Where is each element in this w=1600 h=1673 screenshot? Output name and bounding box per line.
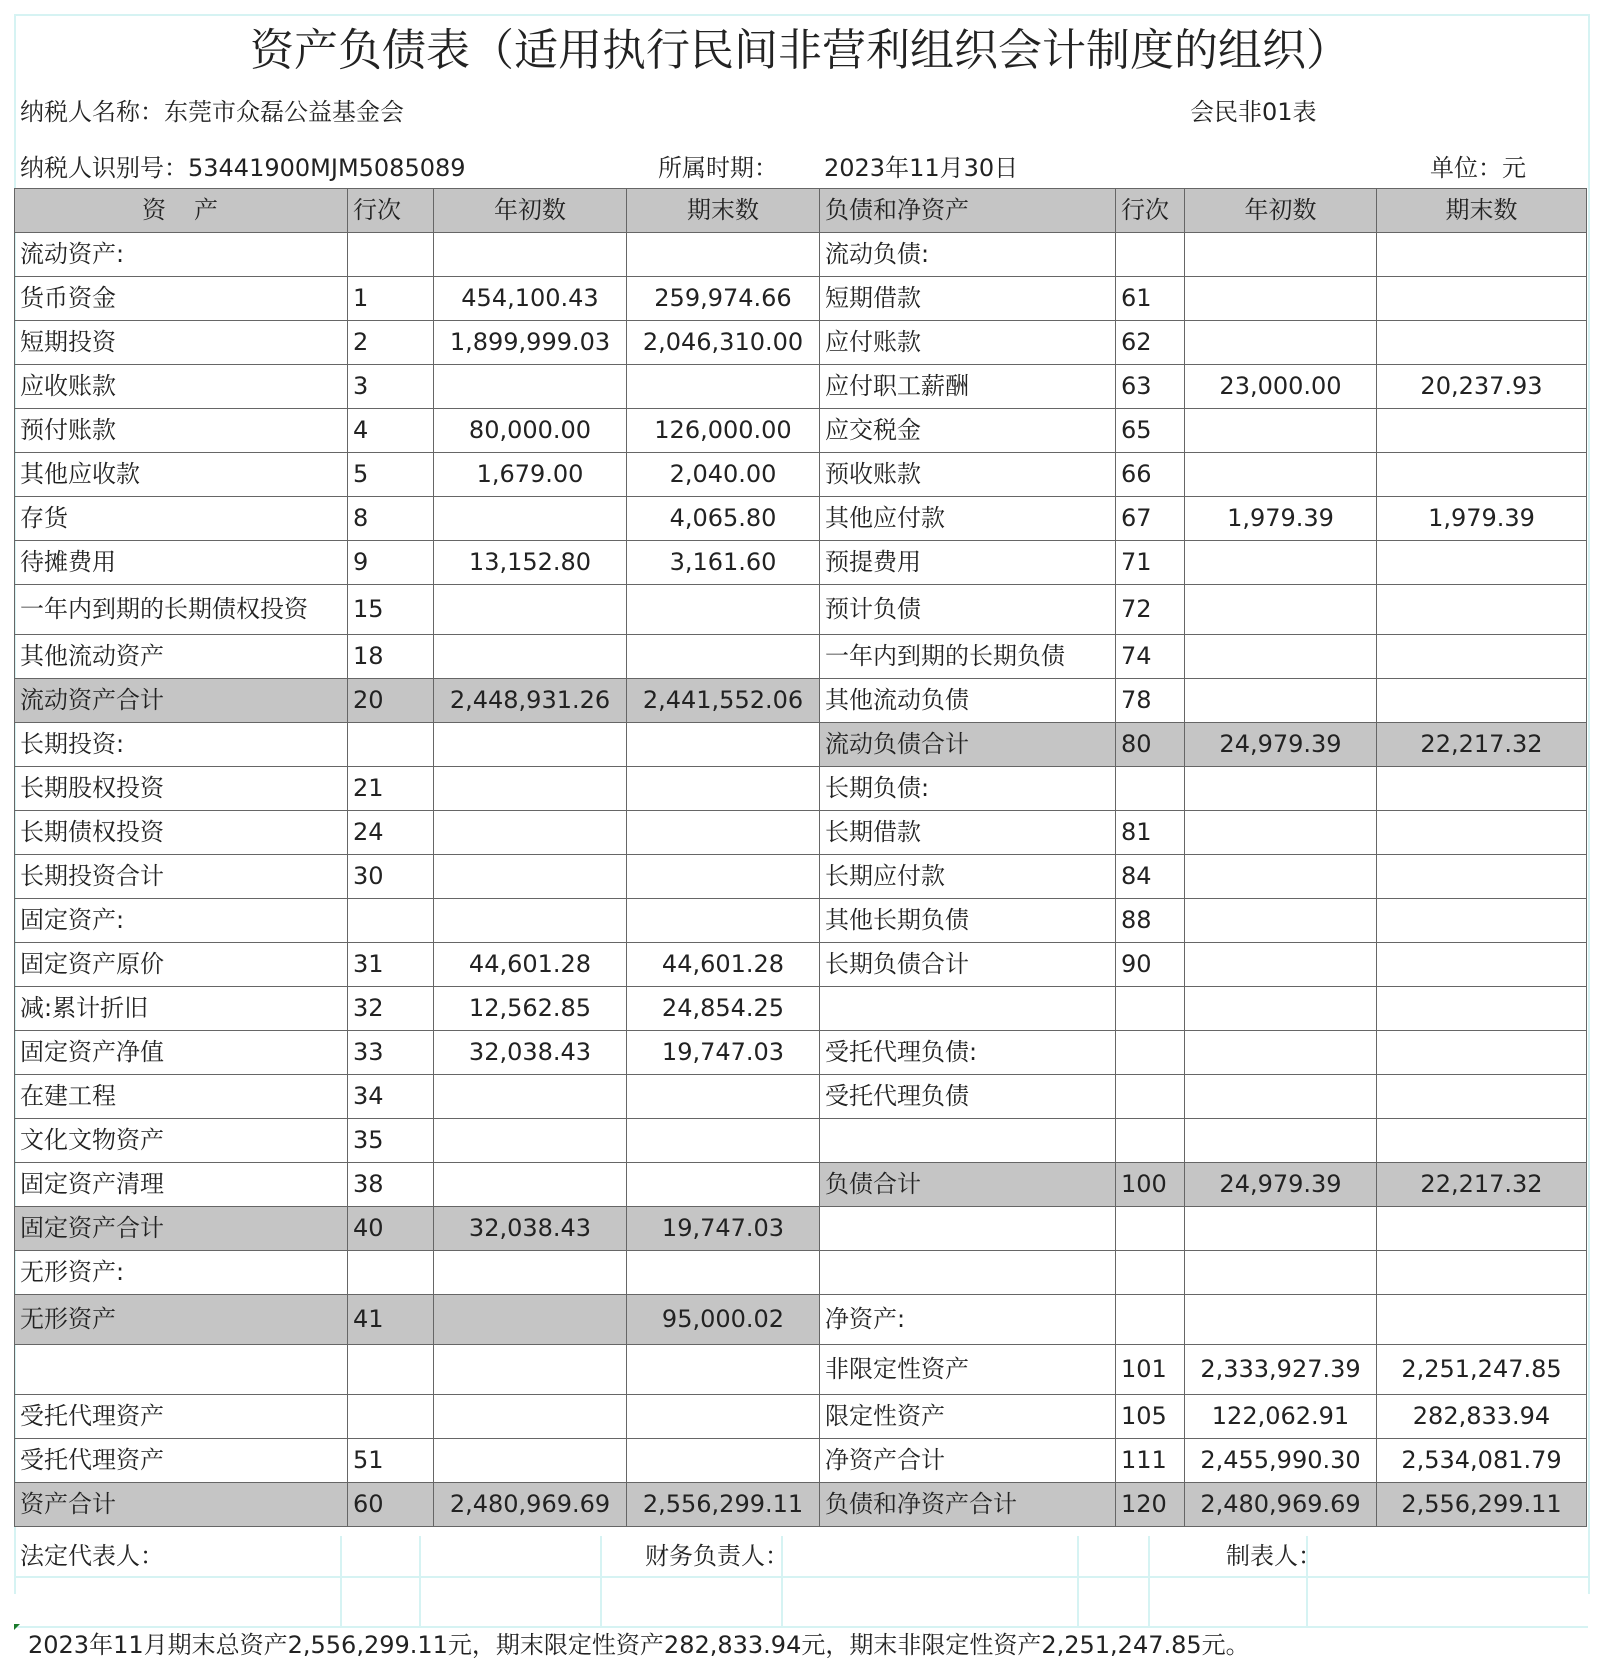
table-cell: 100 [1116, 1163, 1185, 1207]
table-row [15, 987, 1587, 1031]
table-cell: 1,979.39 [1185, 497, 1377, 541]
table-cell [1116, 1251, 1185, 1295]
table-cell [1377, 943, 1587, 987]
frame-guide-top [14, 14, 1588, 16]
table-cell: 1,899,999.03 [434, 321, 627, 365]
taxpayer-name: 纳税人名称：东莞市众磊公益基金会 [20, 98, 404, 126]
table-cell [348, 1395, 434, 1439]
column-header: 负债和净资产 [820, 189, 1116, 233]
table-cell: 60 [348, 1483, 434, 1527]
table-cell: 净资产合计 [820, 1439, 1116, 1483]
table-cell: 固定资产清理 [15, 1163, 348, 1207]
table-cell: 71 [1116, 541, 1185, 585]
table-cell [1377, 1119, 1587, 1163]
table-row [15, 321, 1587, 365]
table-cell: 3 [348, 365, 434, 409]
table-cell: 72 [1116, 585, 1185, 635]
table-cell [1185, 453, 1377, 497]
table-cell [627, 1395, 820, 1439]
table-cell: 15 [348, 585, 434, 635]
table-cell [1377, 635, 1587, 679]
table-cell [627, 1163, 820, 1207]
table-cell [1377, 987, 1587, 1031]
table-cell [1185, 1295, 1377, 1345]
table-row [15, 1119, 1587, 1163]
table-cell [434, 1295, 627, 1345]
table-cell [1185, 811, 1377, 855]
table-cell [1116, 1031, 1185, 1075]
table-cell: 101 [1116, 1345, 1185, 1395]
table-cell [1377, 811, 1587, 855]
table-cell [434, 233, 627, 277]
table-row [15, 855, 1587, 899]
table-cell: 流动资产: [15, 233, 348, 277]
table-cell [1377, 855, 1587, 899]
table-row [15, 541, 1587, 585]
table-cell: 90 [1116, 943, 1185, 987]
table-cell: 2,556,299.11 [627, 1483, 820, 1527]
table-cell [1185, 409, 1377, 453]
table-cell [1185, 987, 1377, 1031]
table-cell: 12,562.85 [434, 987, 627, 1031]
table-cell [1116, 1295, 1185, 1345]
table-cell: 2,448,931.26 [434, 679, 627, 723]
table-cell: 30 [348, 855, 434, 899]
table-cell: 31 [348, 943, 434, 987]
table-header-row [15, 189, 1587, 233]
table-cell: 预计负债 [820, 585, 1116, 635]
table-cell: 32 [348, 987, 434, 1031]
table-cell: 61 [1116, 277, 1185, 321]
table-cell [1185, 541, 1377, 585]
table-cell [348, 233, 434, 277]
table-cell [1185, 679, 1377, 723]
table-cell [1377, 1207, 1587, 1251]
table-cell: 22,217.32 [1377, 1163, 1587, 1207]
table-cell [1185, 943, 1377, 987]
table-cell: 长期股权投资 [15, 767, 348, 811]
table-cell: 2,046,310.00 [627, 321, 820, 365]
table-cell [1185, 635, 1377, 679]
form-code: 会民非01表 [1190, 98, 1317, 126]
table-cell: 2,480,969.69 [434, 1483, 627, 1527]
table-cell: 24,979.39 [1185, 1163, 1377, 1207]
table-cell: 固定资产净值 [15, 1031, 348, 1075]
period-label: 所属时期： [658, 154, 778, 182]
table-cell [1377, 679, 1587, 723]
table-cell: 2,441,552.06 [627, 679, 820, 723]
unit-label: 单位：元 [1430, 154, 1526, 182]
table-cell [1185, 855, 1377, 899]
table-cell [1377, 541, 1587, 585]
table-cell: 74 [1116, 635, 1185, 679]
table-row [15, 1031, 1587, 1075]
table-row [15, 899, 1587, 943]
table-row [15, 1075, 1587, 1119]
table-cell: 80 [1116, 723, 1185, 767]
table-cell: 2,040.00 [627, 453, 820, 497]
table-cell [627, 1251, 820, 1295]
table-cell: 短期投资 [15, 321, 348, 365]
grid-guide [1077, 1536, 1079, 1626]
table-row [15, 811, 1587, 855]
table-cell [1185, 1119, 1377, 1163]
table-cell [627, 233, 820, 277]
table-cell: 预收账款 [820, 453, 1116, 497]
table-cell: 无形资产: [15, 1251, 348, 1295]
table-cell [434, 855, 627, 899]
table-cell: 待摊费用 [15, 541, 348, 585]
table-cell [434, 635, 627, 679]
table-cell [1377, 233, 1587, 277]
table-cell: 4,065.80 [627, 497, 820, 541]
table-cell [1377, 585, 1587, 635]
table-cell: 非限定性资产 [820, 1345, 1116, 1395]
table-cell: 其他长期负债 [820, 899, 1116, 943]
table-cell [434, 1163, 627, 1207]
table-cell [348, 899, 434, 943]
table-cell [1116, 1119, 1185, 1163]
grid-guide [781, 1536, 783, 1626]
table-cell: 19,747.03 [627, 1207, 820, 1251]
table-cell [820, 1119, 1116, 1163]
table-cell [1377, 409, 1587, 453]
table-cell [1185, 233, 1377, 277]
table-cell: 38 [348, 1163, 434, 1207]
table-cell [434, 497, 627, 541]
table-cell [1116, 233, 1185, 277]
table-cell [627, 1075, 820, 1119]
table-cell: 44,601.28 [627, 943, 820, 987]
table-cell: 其他流动负债 [820, 679, 1116, 723]
table-cell: 在建工程 [15, 1075, 348, 1119]
table-row [15, 679, 1587, 723]
table-cell: 预付账款 [15, 409, 348, 453]
table-cell: 一年内到期的长期负债 [820, 635, 1116, 679]
table-cell: 1,979.39 [1377, 497, 1587, 541]
table-row [15, 1395, 1587, 1439]
frame-guide-right [1588, 14, 1590, 1594]
table-cell: 66 [1116, 453, 1185, 497]
table-cell: 2,251,247.85 [1377, 1345, 1587, 1395]
column-header: 行次 [348, 189, 434, 233]
table-cell [1185, 1031, 1377, 1075]
table-cell [1185, 585, 1377, 635]
table-cell: 限定性资产 [820, 1395, 1116, 1439]
table-cell: 长期负债: [820, 767, 1116, 811]
column-header: 年初数 [434, 189, 627, 233]
table-cell: 其他应付款 [820, 497, 1116, 541]
table-cell: 41 [348, 1295, 434, 1345]
table-cell: 应收账款 [15, 365, 348, 409]
table-cell: 长期应付款 [820, 855, 1116, 899]
table-row [15, 635, 1587, 679]
table-cell [1185, 277, 1377, 321]
table-cell: 32,038.43 [434, 1207, 627, 1251]
table-cell [627, 585, 820, 635]
table-cell [820, 1251, 1116, 1295]
table-cell: 4 [348, 409, 434, 453]
table-cell: 长期债权投资 [15, 811, 348, 855]
grid-guide [14, 1576, 1588, 1578]
table-cell [434, 1075, 627, 1119]
table-cell [348, 723, 434, 767]
table-cell: 259,974.66 [627, 277, 820, 321]
table-cell: 24 [348, 811, 434, 855]
table-cell [1116, 1207, 1185, 1251]
table-cell [820, 1207, 1116, 1251]
table-cell: 其他应收款 [15, 453, 348, 497]
table-row [15, 585, 1587, 635]
table-cell [627, 365, 820, 409]
table-cell [1185, 321, 1377, 365]
table-row [15, 233, 1587, 277]
grid-guide [419, 1536, 421, 1626]
table-row [15, 1251, 1587, 1295]
table-cell: 应交税金 [820, 409, 1116, 453]
table-cell: 流动负债: [820, 233, 1116, 277]
table-cell: 固定资产原价 [15, 943, 348, 987]
table-cell: 111 [1116, 1439, 1185, 1483]
table-cell: 1,679.00 [434, 453, 627, 497]
table-cell [434, 1345, 627, 1395]
table-cell [820, 987, 1116, 1031]
table-cell: 20 [348, 679, 434, 723]
table-cell: 21 [348, 767, 434, 811]
table-cell: 长期负债合计 [820, 943, 1116, 987]
table-cell [434, 1395, 627, 1439]
table-cell [434, 365, 627, 409]
table-cell: 资产合计 [15, 1483, 348, 1527]
table-row [15, 277, 1587, 321]
table-cell [627, 1119, 820, 1163]
table-cell: 105 [1116, 1395, 1185, 1439]
table-cell: 其他流动资产 [15, 635, 348, 679]
table-cell: 2,455,990.30 [1185, 1439, 1377, 1483]
column-header: 资 产 [15, 189, 348, 233]
table-cell [434, 1251, 627, 1295]
taxpayer-id: 纳税人识别号：53441900MJM5085089 [20, 154, 466, 182]
column-header: 年初数 [1185, 189, 1377, 233]
table-cell: 65 [1116, 409, 1185, 453]
table-cell: 货币资金 [15, 277, 348, 321]
table-cell: 44,601.28 [434, 943, 627, 987]
table-cell: 19,747.03 [627, 1031, 820, 1075]
table-cell: 95,000.02 [627, 1295, 820, 1345]
table-cell: 2,480,969.69 [1185, 1483, 1377, 1527]
table-cell [434, 585, 627, 635]
table-cell [1377, 277, 1587, 321]
table-row [15, 1163, 1587, 1207]
table-cell: 无形资产 [15, 1295, 348, 1345]
grid-guide [340, 1536, 342, 1626]
column-header: 行次 [1116, 189, 1185, 233]
table-row [15, 1295, 1587, 1345]
table-row [15, 767, 1587, 811]
table-cell [1377, 899, 1587, 943]
grid-guide [1306, 1536, 1308, 1626]
table-cell [15, 1345, 348, 1395]
table-cell: 51 [348, 1439, 434, 1483]
column-header: 期末数 [627, 189, 820, 233]
table-cell [434, 1119, 627, 1163]
table-cell: 应付账款 [820, 321, 1116, 365]
table-cell: 受托代理资产 [15, 1439, 348, 1483]
table-cell: 负债和净资产合计 [820, 1483, 1116, 1527]
balance-sheet-table [14, 188, 1587, 1527]
table-cell [434, 723, 627, 767]
table-cell: 长期投资合计 [15, 855, 348, 899]
period-value: 2023年11月30日 [824, 154, 1019, 182]
table-cell: 2,534,081.79 [1377, 1439, 1587, 1483]
table-cell [627, 635, 820, 679]
table-cell: 282,833.94 [1377, 1395, 1587, 1439]
table-cell: 40 [348, 1207, 434, 1251]
table-cell: 负债合计 [820, 1163, 1116, 1207]
table-cell: 1 [348, 277, 434, 321]
table-cell: 81 [1116, 811, 1185, 855]
table-cell: 78 [1116, 679, 1185, 723]
grid-guide [1148, 1536, 1150, 1626]
table-cell [1185, 1251, 1377, 1295]
table-cell: 受托代理负债 [820, 1075, 1116, 1119]
table-cell: 63 [1116, 365, 1185, 409]
table-cell: 2,333,927.39 [1185, 1345, 1377, 1395]
table-cell: 18 [348, 635, 434, 679]
table-row [15, 1345, 1587, 1395]
finance-head-label: 财务负责人： [645, 1542, 789, 1570]
table-cell: 84 [1116, 855, 1185, 899]
table-cell [1185, 1207, 1377, 1251]
preparer-label: 制表人： [1226, 1542, 1322, 1570]
table-cell [434, 1439, 627, 1483]
table-cell [348, 1345, 434, 1395]
table-cell: 32,038.43 [434, 1031, 627, 1075]
table-cell: 454,100.43 [434, 277, 627, 321]
table-cell: 122,062.91 [1185, 1395, 1377, 1439]
table-cell: 126,000.00 [627, 409, 820, 453]
table-cell: 22,217.32 [1377, 723, 1587, 767]
table-cell [627, 767, 820, 811]
table-cell [1377, 1031, 1587, 1075]
table-cell [627, 723, 820, 767]
table-cell: 2,556,299.11 [1377, 1483, 1587, 1527]
table-row [15, 723, 1587, 767]
page-title: 资产负债表（适用执行民间非营利组织会计制度的组织） [250, 25, 1350, 76]
table-cell: 固定资产合计 [15, 1207, 348, 1251]
table-cell [1185, 767, 1377, 811]
table-cell: 3,161.60 [627, 541, 820, 585]
table-cell [1377, 453, 1587, 497]
table-cell: 长期投资: [15, 723, 348, 767]
table-cell [627, 1345, 820, 1395]
table-cell: 80,000.00 [434, 409, 627, 453]
table-cell: 62 [1116, 321, 1185, 365]
cell-marker-icon [14, 1624, 20, 1630]
table-cell: 流动负债合计 [820, 723, 1116, 767]
table-cell [1377, 1295, 1587, 1345]
table-cell: 预提费用 [820, 541, 1116, 585]
table-cell: 长期借款 [820, 811, 1116, 855]
table-cell: 34 [348, 1075, 434, 1119]
table-row [15, 1207, 1587, 1251]
table-cell: 应付职工薪酬 [820, 365, 1116, 409]
table-cell [348, 1251, 434, 1295]
table-cell: 23,000.00 [1185, 365, 1377, 409]
table-cell: 文化文物资产 [15, 1119, 348, 1163]
table-cell [627, 1439, 820, 1483]
table-cell [627, 899, 820, 943]
table-cell: 减:累计折旧 [15, 987, 348, 1031]
table-cell [1116, 767, 1185, 811]
table-cell: 120 [1116, 1483, 1185, 1527]
table-cell: 流动资产合计 [15, 679, 348, 723]
table-cell: 88 [1116, 899, 1185, 943]
table-cell: 67 [1116, 497, 1185, 541]
table-cell [434, 767, 627, 811]
table-row [15, 1483, 1587, 1527]
table-cell: 存货 [15, 497, 348, 541]
table-cell: 13,152.80 [434, 541, 627, 585]
table-cell [1116, 1075, 1185, 1119]
table-row [15, 453, 1587, 497]
table-cell: 8 [348, 497, 434, 541]
table-cell [1377, 1251, 1587, 1295]
table-cell: 短期借款 [820, 277, 1116, 321]
table-cell [627, 811, 820, 855]
table-cell: 净资产: [820, 1295, 1116, 1345]
grid-guide [600, 1536, 602, 1626]
table-cell: 固定资产: [15, 899, 348, 943]
table-cell: 5 [348, 453, 434, 497]
table-cell: 33 [348, 1031, 434, 1075]
column-header: 期末数 [1377, 189, 1587, 233]
summary-note: 2023年11月期末总资产2,556,299.11元，期末限定性资产282,833.94元，期末非限定性资产2,251,247.85元。 [28, 1631, 1250, 1659]
table-cell [1377, 321, 1587, 365]
table-row [15, 409, 1587, 453]
table-cell [1377, 1075, 1587, 1119]
table-row [15, 943, 1587, 987]
table-cell: 20,237.93 [1377, 365, 1587, 409]
table-cell [1185, 1075, 1377, 1119]
table-cell [434, 811, 627, 855]
table-row [15, 497, 1587, 541]
table-cell: 受托代理资产 [15, 1395, 348, 1439]
table-cell: 9 [348, 541, 434, 585]
table-cell: 24,854.25 [627, 987, 820, 1031]
table-row [15, 365, 1587, 409]
table-cell: 24,979.39 [1185, 723, 1377, 767]
table-row [15, 1439, 1587, 1483]
legal-representative-label: 法定代表人： [20, 1542, 164, 1570]
table-cell [1116, 987, 1185, 1031]
table-cell [1377, 767, 1587, 811]
table-cell: 一年内到期的长期债权投资 [15, 585, 348, 635]
table-cell [1185, 899, 1377, 943]
table-cell: 2 [348, 321, 434, 365]
table-cell [627, 855, 820, 899]
table-cell: 35 [348, 1119, 434, 1163]
table-cell: 受托代理负债: [820, 1031, 1116, 1075]
table-cell [434, 899, 627, 943]
